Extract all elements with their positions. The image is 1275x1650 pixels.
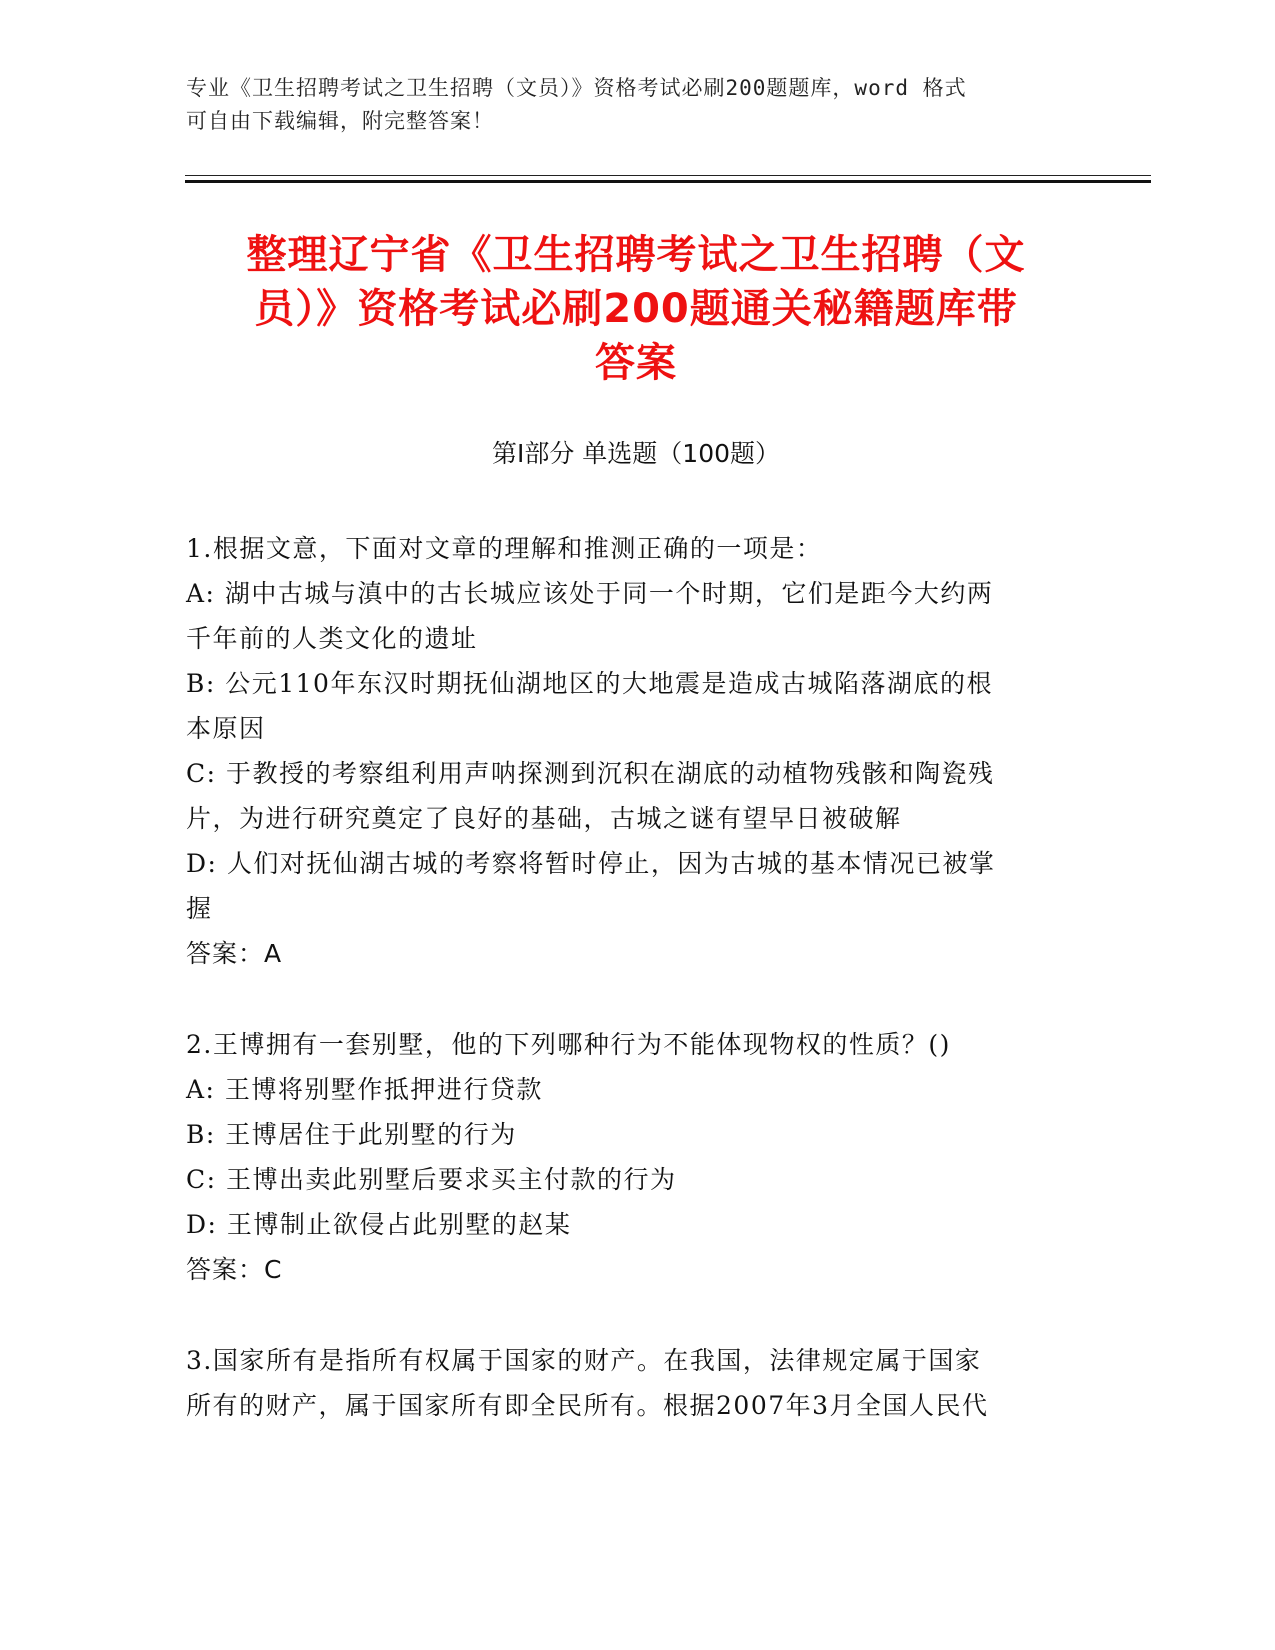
question-item: [186, 526, 1071, 976]
question-item: [186, 1022, 1071, 1292]
document-title: [186, 228, 1086, 390]
header-note-line: 可自由下载编辑，附完整答案！: [186, 109, 494, 133]
question-option: B: 王博居住于此别墅的行为: [186, 1120, 517, 1149]
question-option: C: 王博出卖此别墅后要求买主付款的行为: [186, 1165, 677, 1194]
title-line: 答案: [595, 340, 677, 386]
question-stem: 所有的财产，属于国家所有即全民所有。根据2007年3月全国人民代: [186, 1391, 989, 1420]
question-answer: 答案：A: [186, 939, 283, 968]
question-list: [186, 526, 1071, 1474]
question-stem: 2.王博拥有一套别墅，他的下列哪种行为不能体现物权的性质？(): [186, 1030, 951, 1059]
question-option: 片，为进行研究奠定了良好的基础，古城之谜有望早日被破解: [186, 804, 902, 833]
question-stem: 1.根据文意，下面对文章的理解和推测正确的一项是：: [186, 534, 823, 563]
header-divider-thick: [185, 180, 1151, 183]
question-option: 握: [186, 894, 213, 923]
question-option: A: 王博将别墅作抵押进行贷款: [186, 1075, 543, 1104]
header-divider-thin: [185, 175, 1151, 176]
question-stem: 3.国家所有是指所有权属于国家的财产。在我国，法律规定属于国家: [186, 1346, 982, 1375]
question-option: 千年前的人类文化的遗址: [186, 624, 478, 653]
header-note: [186, 72, 1066, 138]
question-option: D: 王博制止欲侵占此别墅的赵某: [186, 1210, 572, 1239]
question-option: A: 湖中古城与滇中的古长城应该处于同一个时期，它们是距今大约两: [186, 579, 994, 608]
title-line: 整理辽宁省《卫生招聘考试之卫生招聘（文: [246, 232, 1026, 278]
section-heading: 第Ⅰ部分 单选题（100题）: [491, 439, 781, 468]
question-option: D: 人们对抚仙湖古城的考察将暂时停止，因为古城的基本情况已被掌: [186, 849, 996, 878]
question-option: C: 于教授的考察组利用声呐探测到沉积在湖底的动植物残骸和陶瓷残: [186, 759, 995, 788]
header-note-line: 专业《卫生招聘考试之卫生招聘（文员）》资格考试必刷200题题库，word 格式: [186, 76, 967, 100]
title-line: 员）》资格考试必刷200题通关秘籍题库带: [254, 286, 1018, 332]
question-option: 本原因: [186, 714, 266, 743]
question-option: B: 公元110年东汉时期抚仙湖地区的大地震是造成古城陷落湖底的根: [186, 669, 993, 698]
question-answer: 答案：C: [186, 1255, 283, 1284]
question-item: [186, 1338, 1071, 1428]
